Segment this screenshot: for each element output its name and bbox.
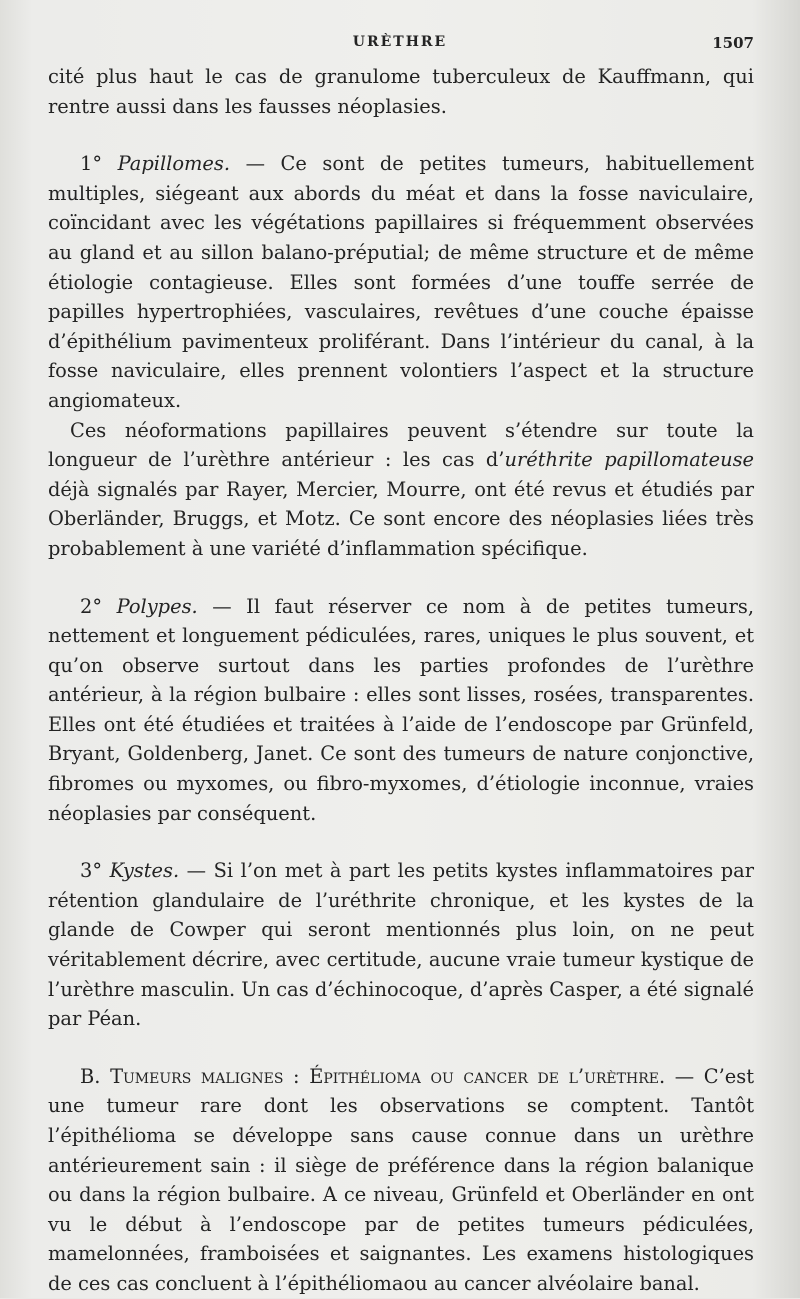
section-number: 1° [80, 152, 103, 176]
paragraph-papillomes [48, 149, 754, 415]
paragraph-neoformations [48, 416, 754, 564]
running-head [0, 34, 800, 54]
section-heading-tumeurs: Tumeurs malignes : Épithélioma ou cancer de l’urèthre. [110, 1064, 666, 1088]
page-body [48, 62, 754, 1299]
section-heading-kystes: Kystes. [109, 859, 180, 883]
paragraph-continuation: cité plus haut le cas de granulome tuberculeux de Kauffmann, qui rentre aussi dans les fausses néoplasies. [48, 65, 754, 118]
section-text: — Il faut réserver ce nom à de petites tumeurs, nettement et longuement pédiculées, rares, uniques le plus souvent, et qu’on observe surtout dans les parties profondes de l’urèthre antérieur, à la région bulbaire : elles sont lisses, rosées, transparentes. Elles ont été étudiées et traitées à l’aide de l’endoscope par Grünfeld, Bryant, Goldenberg, Janet. Ce sont des tumeurs de nature conjonctive, fibromes ou myxomes, ou fibro-myxomes, d’étiologie inconnue, vraies néoplasies par conséquent. [48, 594, 754, 825]
section-letter: B. [80, 1064, 101, 1088]
section-text: — C’est une tumeur rare dont les observations se comptent. Tantôt l’épithélioma se développe sans cause connue dans un urèthre antérieurement sain : il siège de préférence dans la région balanique ou dans la région bulbaire. A ce niveau, Grünfeld et Oberländer en ont vu le début à l’endoscope par de petites tumeurs pédiculées, mamelonnées, framboisées et saignantes. Les examens histologiques de ces cas concluent à l’épithéliomaou au cancer alvéolaire banal. [48, 1064, 754, 1295]
paragraph-polypes [48, 592, 754, 829]
italic-term: uréthrite papillomateuse [504, 448, 754, 472]
text-run: déjà signalés par Rayer, Mercier, Mourre, ont été revus et étudiés par Oberländer, Bruggs, et Motz. Ce sont encore des néoplasies liées très probablement à une variété d’inflammation spécifique. [48, 477, 754, 560]
paragraph-tumeurs-malignes [48, 1062, 754, 1299]
section-number: 2° [80, 594, 103, 618]
section-text: — Si l’on met à part les petits kystes inflammatoires par rétention glandulaire de l’uréthrite chronique, et les kystes de la glande de Cowper qui seront mentionnés plus loin, on ne peut véritablement décrire, avec certitude, aucune vraie tumeur kystique de l’urèthre masculin. Un cas d’échinocoque, d’après Casper, a été signalé par Péan. [48, 859, 754, 1031]
paragraph-kystes [48, 856, 754, 1034]
section-text: — Ce sont de petites tumeurs, habituellement multiples, siégeant aux abords du méat et dans la fosse naviculaire, coïncidant avec les végétations papillaires si fréquemment observées au gland et au sillon balano-préputial; de même structure et de même étiologie contagieuse. Elles sont formées d’une touffe serrée de papilles hypertrophiées, vasculaires, revêtues d’une couche épaisse d’épithélium pavimenteux proliférant. Dans l’intérieur du canal, à la fosse naviculaire, elles prennent volontiers l’aspect et la structure angiomateux. [48, 152, 754, 412]
running-title: URÈTHRE [352, 34, 448, 50]
section-heading-papillomes: Papillomes. [117, 152, 231, 176]
section-heading-polypes: Polypes. [116, 594, 198, 618]
section-number: 3° [80, 859, 103, 883]
text-run: Ces néoformations papillaires peuvent s’étendre sur toute la longueur de l’urèthre antérieur : les cas d’ [48, 418, 754, 472]
page-number: 1507 [712, 34, 754, 52]
